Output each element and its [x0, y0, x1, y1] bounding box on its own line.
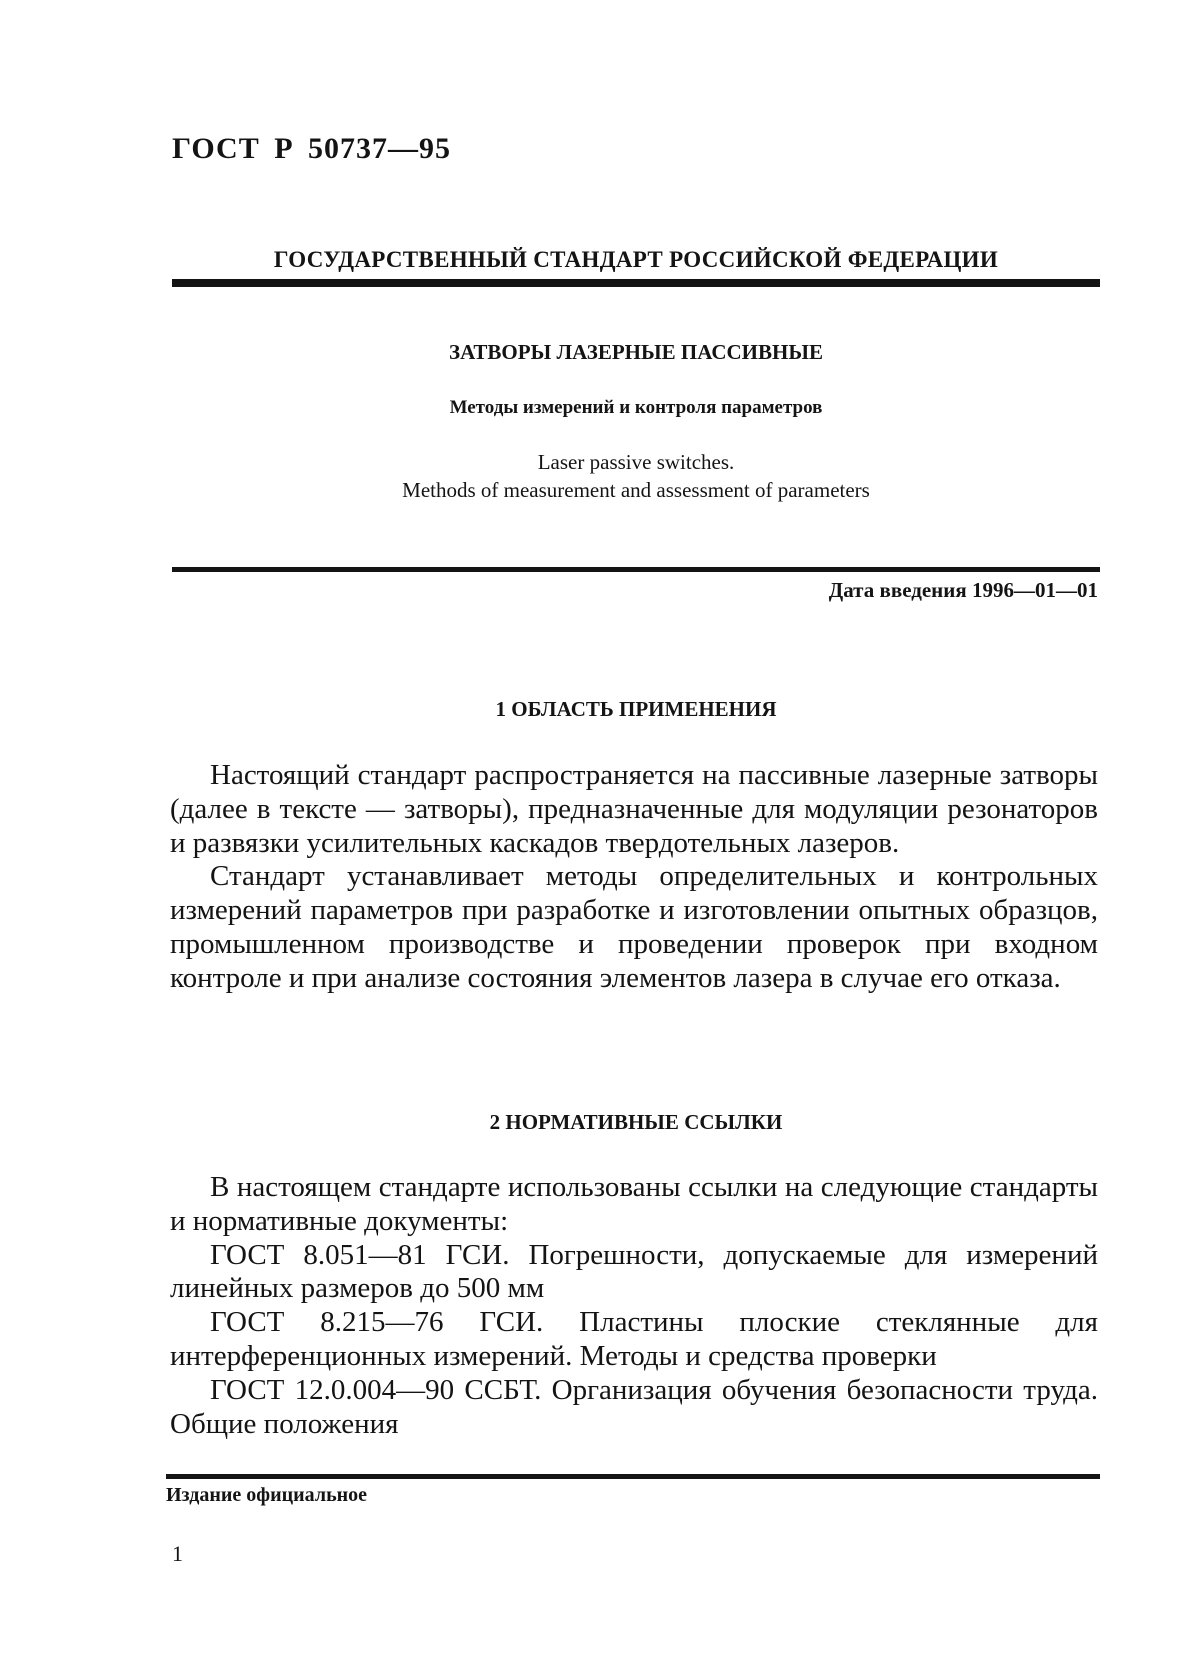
divider-middle	[172, 567, 1100, 572]
paragraph: Настоящий стандарт распространяется на пассивные лазерные затворы (далее в тексте — затворы), предназначенные для модуляции резонаторов и развязки усилительных каскадов твердотельных лазеров.	[170, 759, 1098, 859]
document-subtitle: Методы измерений и контроля параметров	[449, 397, 823, 418]
section-body-references	[170, 1171, 1098, 1441]
section-body-scope	[170, 759, 1098, 996]
paragraph: В настоящем стандарте использованы ссылки на следующие стандарты и нормативные документы:	[170, 1171, 1098, 1237]
divider-top	[172, 279, 1100, 287]
reference-item: ГОСТ 8.215—76 ГСИ. Пластины плоские стеклянные для интерференционных измерений. Методы и средства проверки	[170, 1306, 1098, 1372]
reference-item: ГОСТ 8.051—81 ГСИ. Погрешности, допускаемые для измерений линейных размеров до 500 мм	[170, 1238, 1098, 1305]
introduction-date: Дата введения 1996—01—01	[828, 578, 1098, 602]
document-title: ЗАТВОРЫ ЛАЗЕРНЫЕ ПАССИВНЫЕ	[449, 340, 823, 364]
document-id: ГОСТ Р 50737—95	[172, 132, 452, 165]
section-heading-scope: 1 ОБЛАСТЬ ПРИМЕНЕНИЯ	[495, 697, 777, 721]
gov-standard-heading: ГОСУДАРСТВЕННЫЙ СТАНДАРТ РОССИЙСКОЙ ФЕДЕРАЦИИ	[273, 247, 999, 272]
divider-bottom	[166, 1474, 1100, 1479]
paragraph: Стандарт устанавливает методы определительных и контрольных измерений параметров при разработке и изготовлении опытных образцов, промышленном производстве и проведении проверок при входном контроле и при анализе состояния элементов лазера в случае его отказа.	[170, 860, 1098, 994]
reference-item: ГОСТ 12.0.004—90 ССБТ. Организация обучения безопасности труда. Общие положения	[170, 1373, 1098, 1440]
english-title-line1: Laser passive switches.	[537, 450, 735, 474]
english-title-line2: Methods of measurement and assessment of parameters	[402, 478, 870, 502]
page-number: 1	[172, 1541, 183, 1566]
edition-label: Издание официальное	[166, 1484, 368, 1506]
section-heading-references: 2 НОРМАТИВНЫЕ ССЫЛКИ	[489, 1110, 783, 1134]
